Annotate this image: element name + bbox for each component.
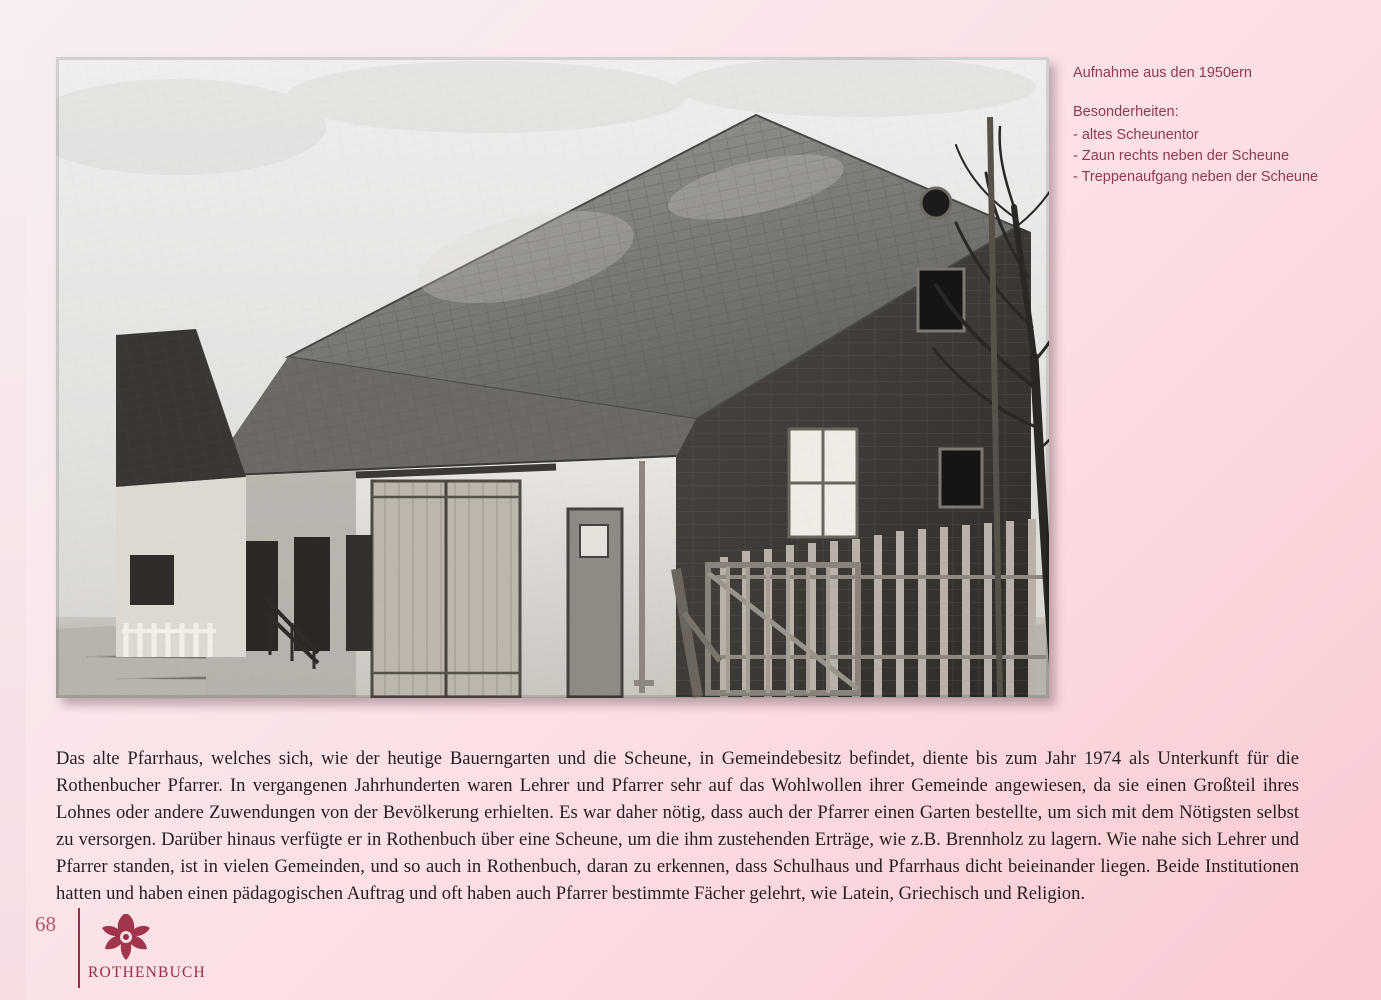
caption-date: Aufnahme aus den 1950ern [1073,65,1252,81]
photo-caption-column [1073,63,1353,188]
body-paragraph: Das alte Pfarrhaus, welches sich, wie der heutige Bauerngarten und die Scheune, in Gemeindebesitz befindet, diente bis zum Jahr 1974 als Unterkunft für die Rothenbucher Pfarrer. In vergangenen Jahrhunderten waren Lehrer und Pfarrer sehr auf das Wohlwollen ihrer Gemeinde angewiesen, da sie einen Großteil ihres Lohnes oder andere Zuwendungen von der Bevölkerung erhielten. Es war daher nötig, dass auch der Pfarrer einen Garten bestellte, um sich mit dem Nötigsten selbst zu versorgen. Darüber hinaus verfügte er in Rothenbuch über eine Scheune, um die ihm zustehenden Erträge, wie z.B. Brennholz zu lagern. Wie nahe sich Lehrer und Pfarrer standen, ist in vielen Gemeinden, und so auch in Rothenbuch, daran zu erkennen, dass Schulhaus und Pfarrhaus dicht beieinander liegen. Beide Institutionen hatten und haben einen pädagogischen Auftrag und oft haben auch Pfarrer bestimmte Fächer gelehrt, wie Latein, Griechisch und Religion. [56,748,1299,905]
list-item: - altes Scheunentor [1073,127,1199,144]
historic-photo-frame [56,57,1049,698]
caption-features-list [1073,125,1353,188]
page-number: 68 [35,912,56,936]
page-left-edge [0,0,26,1000]
caption-features-heading: Besonderheiten: [1073,104,1179,121]
list-item: - Zaun rechts neben der Scheune [1073,148,1290,165]
logo-rule [78,908,80,988]
page-footer [26,912,1381,1000]
historic-farmhouse-barn-photo [56,57,1049,698]
logo-wordmark: ROTHENBUCH [88,964,206,981]
rose-icon [92,908,156,964]
list-item: - Treppenaufgang neben der Scheune [1073,169,1319,186]
rothenbuch-logo [78,908,206,992]
